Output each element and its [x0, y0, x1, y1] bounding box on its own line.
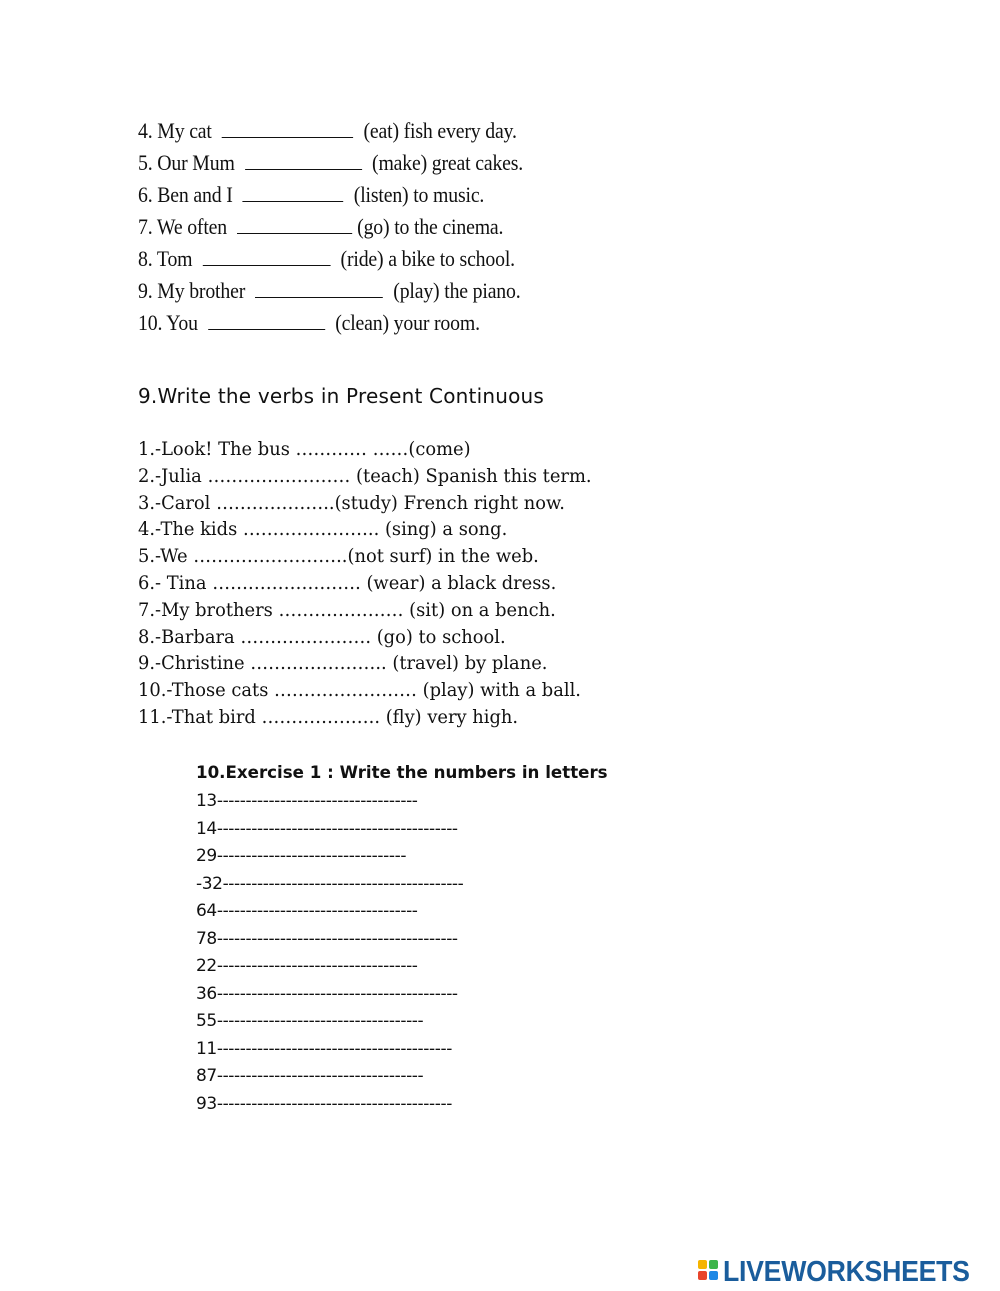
item-verb-hint: (listen) to music. [353, 182, 485, 207]
number-line[interactable]: 13----------------------------------- [196, 791, 418, 811]
item-verb-hint: (make) great cakes. [372, 150, 524, 175]
list-item: 10.-Those cats …………………… (play) with a ball. [138, 679, 581, 702]
list-item: 3.-Carol ………………..(study) French right now. [138, 491, 565, 514]
item-verb-hint: (play) the piano. [393, 278, 521, 303]
number-line[interactable]: 78------------------------------------------ [196, 928, 458, 949]
number-line[interactable]: 87------------------------------------ [196, 1066, 424, 1086]
item-number: 10. [138, 310, 163, 335]
logo-blocks-icon [698, 1260, 720, 1286]
list-item: 6.- Tina ……………………. (wear) a black dress. [138, 571, 557, 594]
item-verb-hint: (ride) a bike to school. [340, 246, 515, 271]
list-item: 11.-That bird ……………….. (fly) very high. [138, 705, 519, 728]
list-item: 1.-Look! The bus ………… ……(come) [138, 438, 471, 460]
item-subject: You [166, 310, 198, 335]
list-item: 5.-We ……………………..(not surf) in the web. [138, 545, 539, 568]
exercise-row [138, 148, 523, 180]
item-verb-hint: (go) to the cinema. [357, 214, 504, 239]
number-line[interactable]: 64----------------------------------- [196, 901, 418, 921]
item-number: 8. [138, 246, 153, 271]
number-line[interactable]: 36------------------------------------------ [196, 983, 458, 1004]
present-simple-exercise [138, 116, 566, 340]
item-number: 4. [138, 118, 153, 143]
item-subject: Tom [156, 246, 193, 271]
number-line[interactable]: 14------------------------------------------ [196, 818, 458, 839]
exercise-row [138, 116, 523, 148]
number-line[interactable]: 55------------------------------------ [196, 1011, 424, 1031]
item-number: 6. [138, 182, 153, 207]
exercise-row [138, 244, 523, 276]
numbers-exercise-heading: 10.Exercise 1 : Write the numbers in letters [196, 763, 608, 783]
answer-blank[interactable] [203, 247, 331, 266]
item-subject: Ben and I [157, 182, 233, 207]
item-subject: My cat [157, 118, 212, 143]
exercise-row [138, 308, 523, 340]
number-line[interactable]: 29--------------------------------- [196, 846, 407, 866]
present-continuous-list [138, 436, 621, 731]
item-subject: My brother [157, 278, 246, 303]
answer-blank[interactable] [255, 279, 383, 298]
logo-text: LIVEWORKSHEETS [723, 1256, 970, 1288]
item-number: 5. [138, 150, 153, 175]
list-item: 9.-Christine ………………….. (travel) by plane. [138, 652, 548, 675]
liveworksheets-logo [698, 1256, 991, 1289]
exercise-row [138, 180, 523, 212]
exercise-row [138, 276, 523, 308]
present-continuous-heading: 9.Write the verbs in Present Continuous [138, 384, 545, 408]
item-number: 9. [138, 278, 153, 303]
answer-blank[interactable] [245, 151, 362, 170]
list-item: 4.-The kids ………………….. (sing) a song. [138, 518, 508, 541]
list-item: 2.-Julia …………………… (teach) Spanish this term. [138, 464, 592, 487]
numbers-list [196, 788, 463, 1118]
exercise-row [138, 212, 523, 244]
list-item: 7.-My brothers ………………… (sit) on a bench. [138, 598, 556, 621]
answer-blank[interactable] [237, 215, 352, 234]
number-line[interactable]: 11----------------------------------------- [196, 1038, 452, 1059]
item-subject: Our Mum [157, 150, 235, 175]
item-verb-hint: (clean) your room. [335, 310, 480, 335]
answer-blank[interactable] [243, 183, 344, 202]
item-subject: We often [156, 214, 228, 239]
answer-blank[interactable] [208, 311, 325, 330]
list-item: 8.-Barbara …………………. (go) to school. [138, 625, 506, 648]
answer-blank[interactable] [222, 119, 353, 138]
number-line[interactable]: -32------------------------------------------ [196, 873, 464, 894]
item-number: 7. [138, 214, 153, 239]
number-line[interactable]: 93----------------------------------------- [196, 1093, 452, 1114]
item-verb-hint: (eat) fish every day. [363, 118, 517, 143]
number-line[interactable]: 22----------------------------------- [196, 956, 418, 976]
